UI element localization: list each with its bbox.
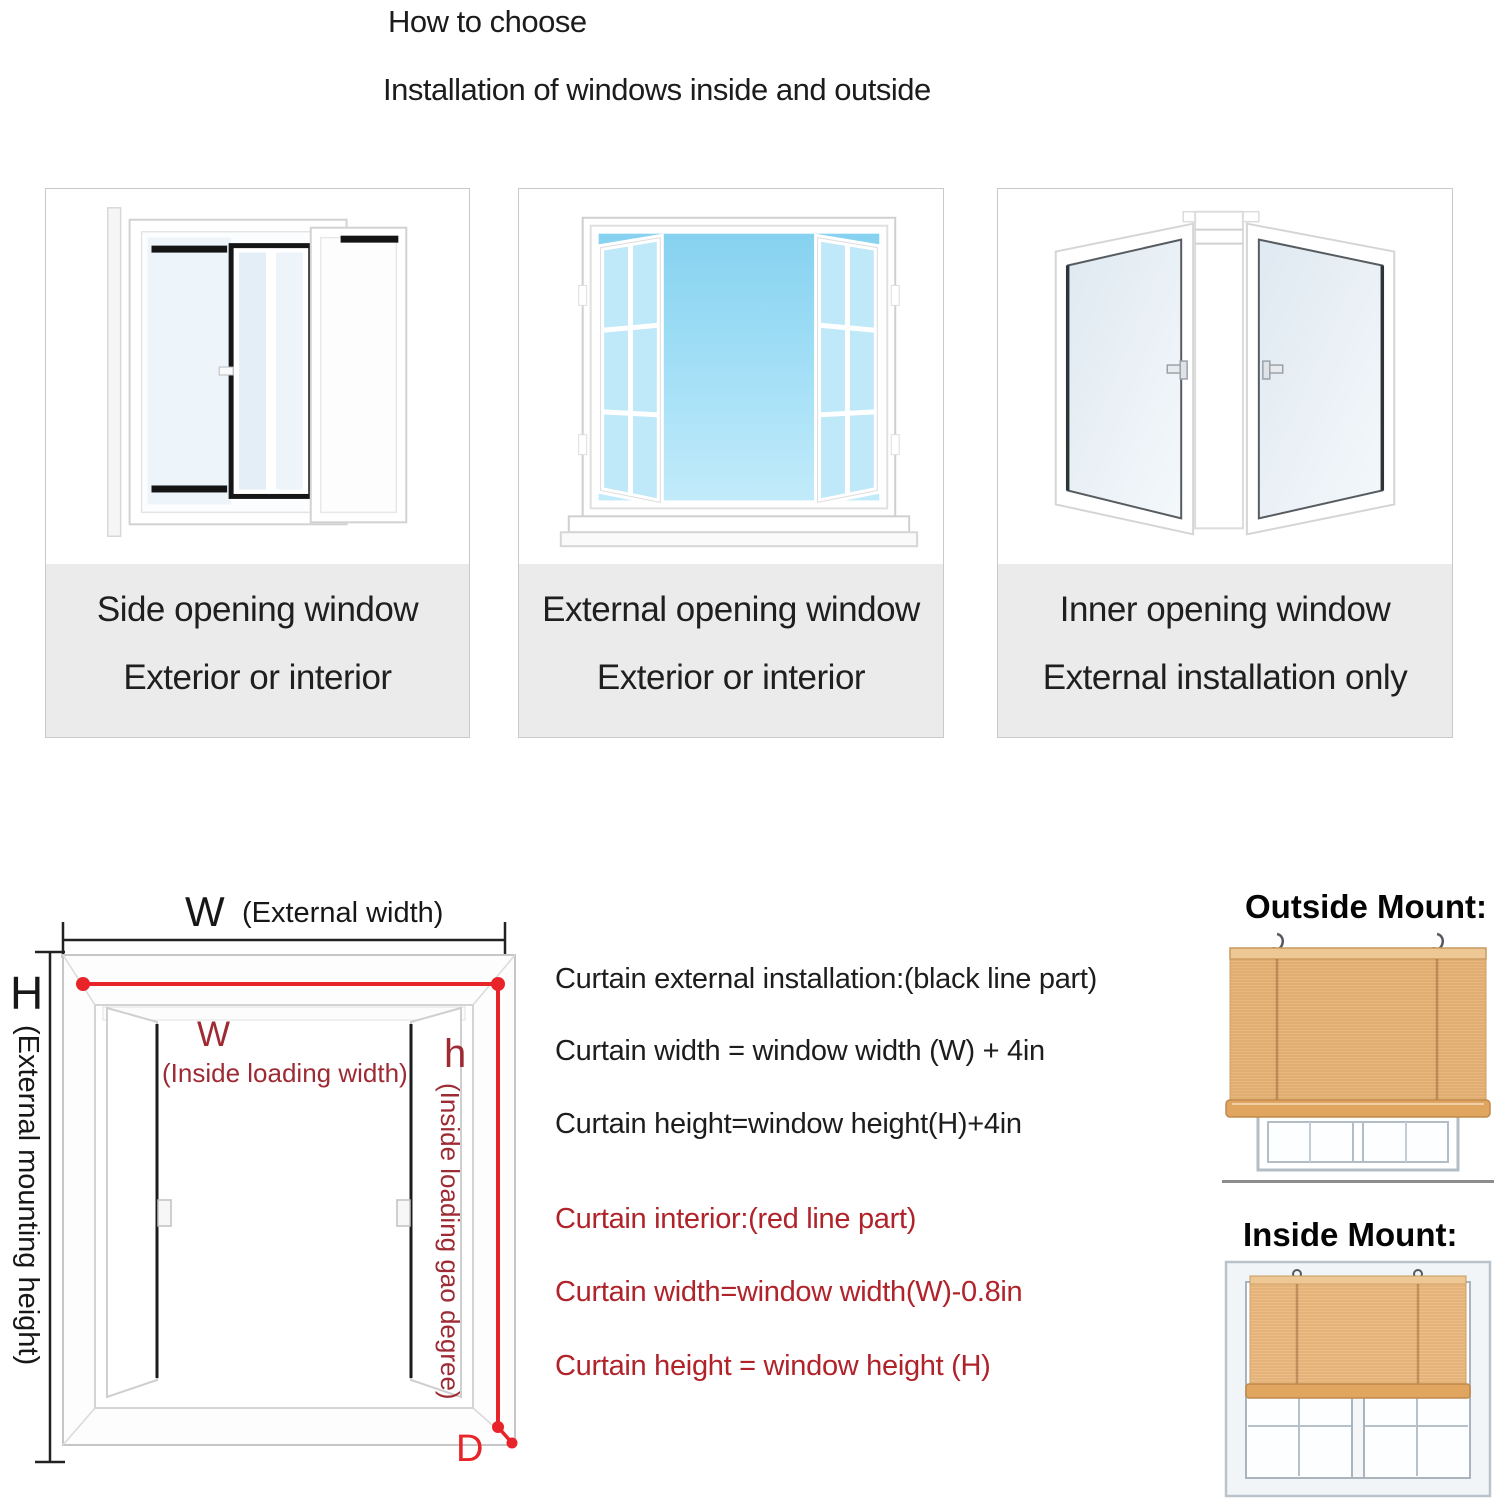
side-opening-window-illustration: [46, 189, 469, 566]
bamboo-blind: [1246, 1276, 1470, 1398]
external-height-rule: Curtain height=window height(H)+4in: [555, 1108, 1022, 1140]
panel-caption-line1: External opening window: [542, 590, 920, 629]
external-width-label: (External width): [242, 897, 444, 929]
panel-caption-line2: External installation only: [1042, 658, 1408, 697]
panel-external-opening-window: [518, 188, 944, 738]
panel-caption: [46, 564, 469, 737]
inward-sash-right: [1247, 224, 1394, 535]
outside-mount-illustration: [1222, 932, 1494, 1180]
outside-mount-blind-icon: [1222, 932, 1494, 1180]
panel-inner-opening-window: [997, 188, 1453, 738]
interior-width-rule: Curtain width=window width(W)-0.8in: [555, 1276, 1023, 1308]
open-sash-right: [818, 238, 878, 503]
external-opening-window-illustration: [519, 189, 943, 566]
inside-mount-blind-icon: [1222, 1258, 1494, 1500]
inside-height-label: (Inside loading gao degree): [435, 1083, 465, 1400]
interior-height-rule: Curtain height = window height (H): [555, 1350, 991, 1382]
measurement-diagram: [0, 860, 560, 1500]
external-height-label: (External mounting height): [12, 1025, 44, 1366]
casement-in-window-icon: [998, 189, 1452, 566]
page-title: How to choose: [388, 4, 587, 39]
panel-side-opening-window: [45, 188, 470, 738]
depth-letter: D: [456, 1428, 484, 1470]
page-subtitle: Installation of windows inside and outside: [383, 72, 931, 107]
sliding-window-icon: [46, 189, 469, 566]
sliding-window-track: [311, 228, 407, 523]
sliding-sash: [219, 246, 311, 497]
bamboo-blind: [1226, 948, 1490, 1117]
inside-mount-illustration: [1222, 1258, 1494, 1500]
inside-width-label: (Inside loading width): [162, 1058, 408, 1088]
inner-opening-window-illustration: [998, 189, 1452, 566]
panel-caption: [519, 564, 943, 737]
panel-caption-line2: Exterior or interior: [123, 658, 392, 697]
panel-caption: [998, 564, 1452, 737]
inward-sash-left: [1056, 224, 1193, 535]
external-install-heading: Curtain external installation:(black line part): [555, 963, 1097, 995]
window-sill: [561, 516, 917, 546]
external-width-rule: Curtain width = window width (W) + 4in: [555, 1035, 1045, 1067]
open-sash-left: [601, 238, 661, 503]
casement-out-window-icon: [519, 189, 943, 566]
interior-install-heading: Curtain interior:(red line part): [555, 1203, 917, 1235]
panel-caption-line1: Inner opening window: [1059, 590, 1391, 629]
inside-height-letter: h: [444, 1032, 467, 1076]
outside-mount-title: Outside Mount:: [1245, 888, 1487, 925]
section-divider: [1222, 1180, 1494, 1183]
external-width-letter: W: [185, 888, 225, 935]
panel-caption-line2: Exterior or interior: [596, 658, 866, 697]
inside-width-letter: W: [197, 1015, 231, 1054]
inside-mount-title: Inside Mount:: [1243, 1216, 1458, 1253]
window-behind: [1258, 1114, 1458, 1170]
external-height-letter: H: [10, 967, 44, 1019]
panel-caption-line1: Side opening window: [96, 590, 419, 629]
